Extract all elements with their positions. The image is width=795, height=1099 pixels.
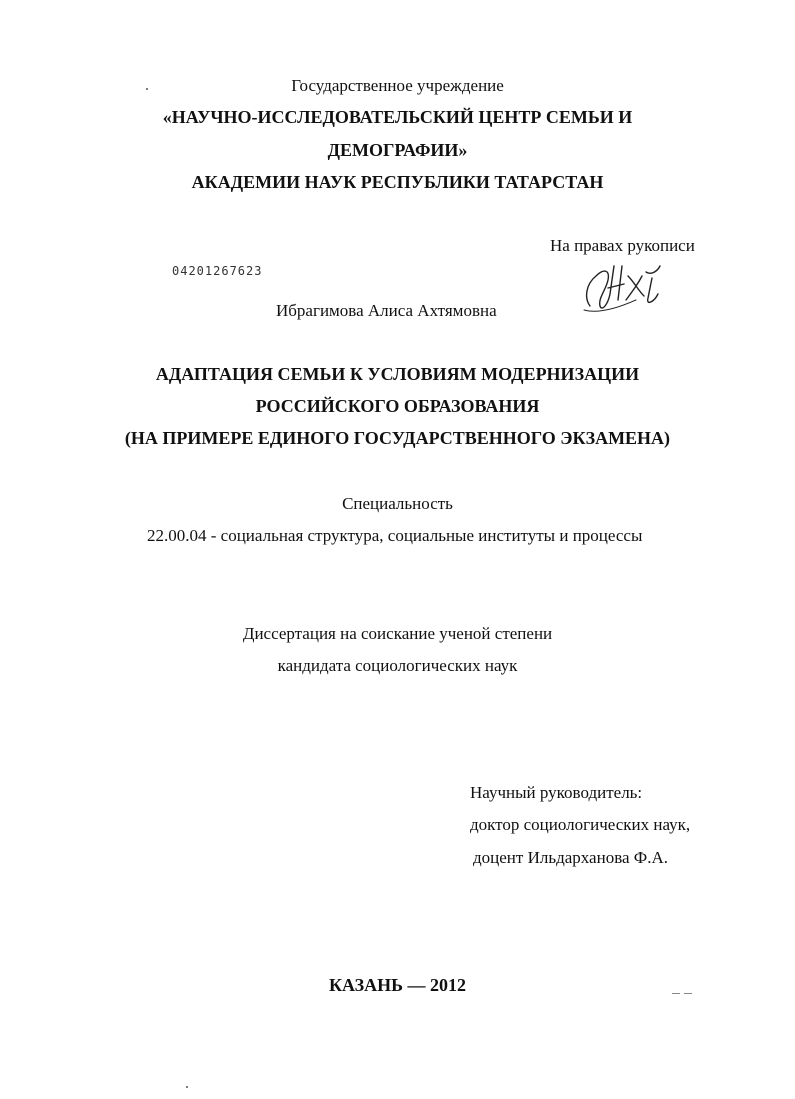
academy-name: АКАДЕМИИ НАУК РЕСПУБЛИКИ ТАТАРСТАН [191, 172, 604, 192]
degree-line1: Диссертация на соискание ученой степени [242, 624, 553, 643]
city-year: КАЗАНЬ — 2012 [328, 975, 466, 995]
specialty-code: 22.00.04 - социальная структура, социальные институты и процессы [147, 526, 643, 545]
scan-mark [684, 993, 692, 994]
specialty-label: Специальность [342, 494, 453, 513]
supervisor-degree: доктор социологических наук, [470, 815, 691, 834]
thesis-title-line1: АДАПТАЦИЯ СЕМЬИ К УСЛОВИЯМ МОДЕРНИЗАЦИИ [155, 364, 640, 384]
thesis-title-line3: (НА ПРИМЕРЕ ЕДИНОГО ГОСУДАРСТВЕННОГО ЭКЗАМЕНА) [124, 428, 671, 448]
center-name-line1: «НАУЧНО-ИССЛЕДОВАТЕЛЬСКИЙ ЦЕНТР СЕМЬИ И [162, 107, 633, 127]
scan-speck [186, 1086, 188, 1088]
scan-speck [146, 88, 148, 90]
signature [578, 248, 668, 320]
author-name: Ибрагимова Алиса Ахтямовна [276, 301, 497, 320]
thesis-title-line2: РОССИЙСКОГО ОБРАЗОВАНИЯ [255, 396, 540, 416]
supervisor-label: Научный руководитель: [470, 783, 643, 802]
degree-line2: кандидата социологических наук [277, 656, 518, 675]
manuscript-note: На правах рукописи [550, 236, 695, 255]
scan-mark [672, 993, 680, 994]
center-name-line2: ДЕМОГРАФИИ» [327, 140, 468, 160]
supervisor-name: доцент Ильдарханова Ф.А. [473, 848, 669, 867]
institution-type: Государственное учреждение [291, 76, 504, 95]
registration-number: 04201267623 [172, 264, 263, 278]
